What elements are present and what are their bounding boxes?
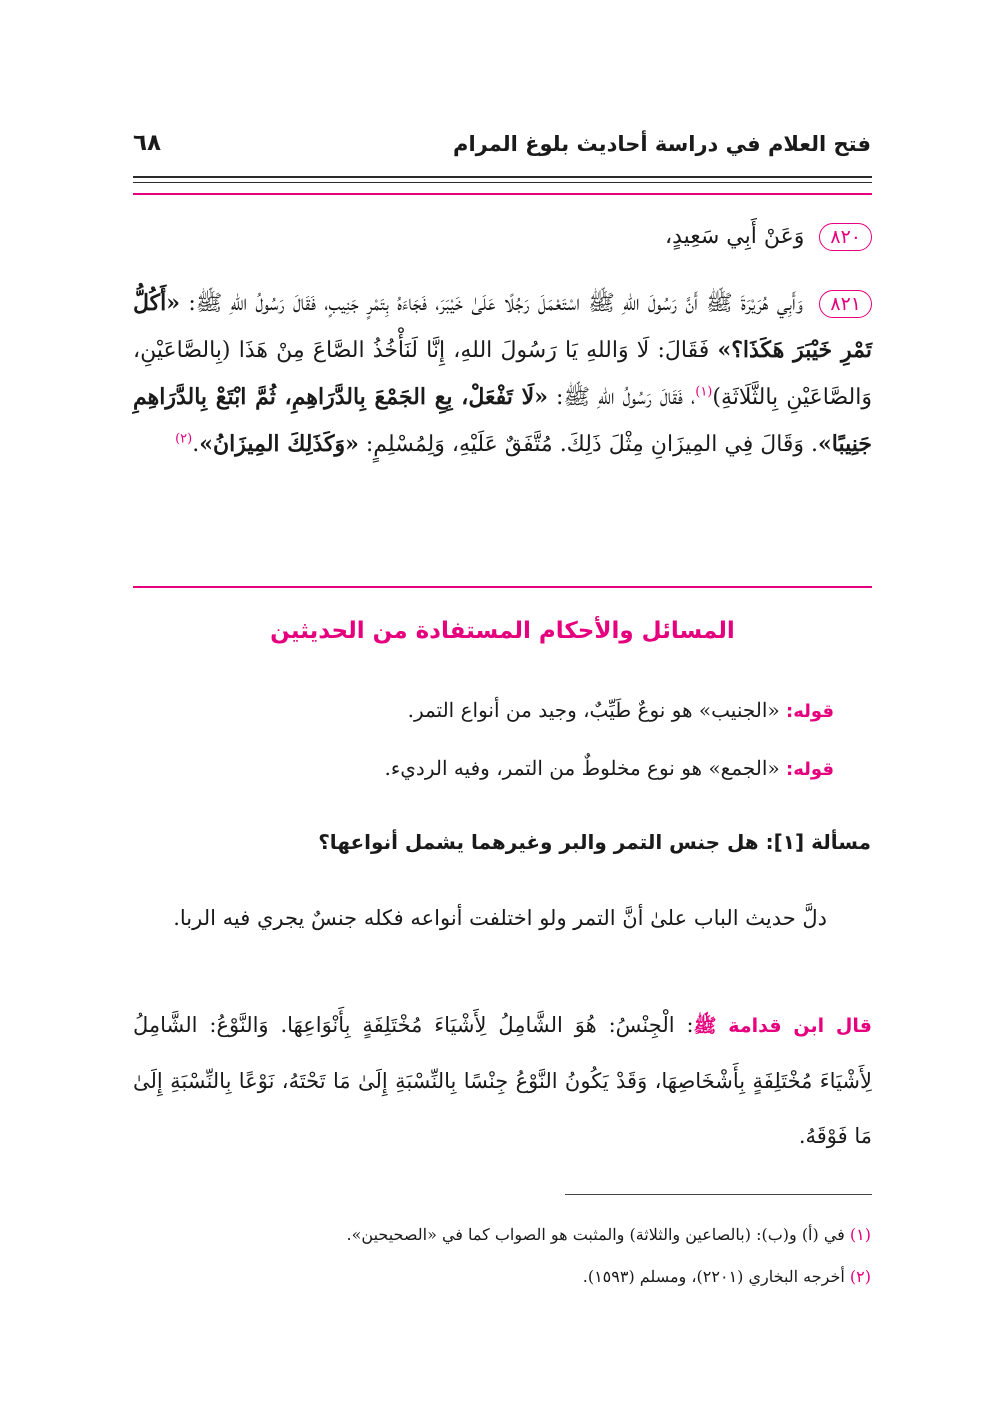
hadith-bottom-rule (133, 586, 872, 588)
footnote-1 (347, 1225, 871, 1244)
hadith-820 (133, 213, 872, 260)
section-title: المسائل والأحكام المستفادة من الحديثين (270, 618, 735, 644)
footnote-number: (٢) (849, 1267, 871, 1286)
hadith-number-badge: ٨٢٠ (819, 223, 872, 251)
hadith-text: وَعَنْ أَبِي سَعِيدٍ، (664, 224, 805, 249)
scholar-name: قال ابن قدامة ﷺ (693, 1015, 872, 1037)
qawl-text: «الجمع» هو نوع مخلوطٌ من التمر، وفيه الرديء. (384, 756, 780, 780)
hadith-821 (133, 280, 872, 468)
footnote-ref-2[interactable]: (٢) (175, 431, 193, 447)
footnote-ref-1[interactable]: (١) (695, 384, 713, 400)
prophet-quote: «لَا تَفْعَلْ، بِعِ الجَمْعَ بِالدَّرَاهِمِ، ثُمَّ ابْتَعْ بِالدَّرَاهِمِ جَنِيبًا» (133, 384, 872, 457)
footnote-2 (583, 1267, 871, 1286)
hadith-top-rule (133, 193, 872, 195)
qawl-definition-jam (385, 756, 835, 780)
qawl-label: قوله: (786, 759, 834, 780)
paragraph-1: دلَّ حديث الباب علىٰ أنَّ التمر ولو اختلفت أنواعه فكله جنسٌ يجري فيه الربا. (173, 906, 827, 930)
running-header (133, 128, 871, 168)
masala-heading: مسألة [١]: هل جنس التمر والبر وغيرهما يشمل أنواعها؟ (318, 830, 871, 854)
hadith-text-part1: وَأَبِي هُرَيْرَةَ ﷺ أَنَّ رَسُولَ اللهِ ﷺ اسْتَعْمَلَ رَجُلًا عَلَىٰ خَيْبَرَ، فَجَاءَهُ بِتَمْرٍ جَنِيبٍ، فَقَالَ رَسُولُ اللهِ ﷺ: (188, 291, 804, 316)
footnote-text: أخرجه البخاري (٢٢٠١)، ومسلم (١٥٩٣). (582, 1267, 845, 1286)
qawl-text: «الجنيب» هو نوعٌ طَيِّبٌ، وجيد من أنواع التمر. (407, 698, 780, 722)
hadith-text-part4: . وَقَالَ فِي المِيزَانِ مِثْلَ ذَلِكَ. مُتَّفَقٌ عَلَيْهِ، وَلِمُسْلِمٍ: (365, 432, 819, 457)
book-title: فتح العلام في دراسة أحاديث بلوغ المرام (453, 132, 871, 156)
footnote-text: في (أ) و(ب): (بالصاعين والثلاثة) والمثبت هو الصواب كما في «الصحيحين». (346, 1225, 845, 1244)
footnote-separator (565, 1194, 872, 1195)
quote-text: : الْجِنْسُ: هُوَ الشَّامِلُ لِأَشْيَاءَ مُخْتَلِفَةٍ بِأَنْوَاعِهَا. وَالنَّوْعُ: الشَّامِلُ لِأَشْيَاءَ مُخْتَلِفَةٍ بِأَشْخَاصِهَا، وَقَدْ يَكُونُ النَّوْعُ جِنْسًا بِالنِّسْبَةِ إِلَىٰ مَا تَحْتَهُ، نَوْعًا بِالنِّسْبَةِ إِلَىٰ مَا فَوْقَهُ. (133, 1013, 872, 1148)
hadith-number-badge: ٨٢١ (819, 290, 872, 318)
page-number: ٦٨ (133, 130, 162, 156)
hadith-text-part3: ، فَقَالَ رَسُولُ اللهِ ﷺ: (556, 385, 696, 410)
qawl-label: قوله: (786, 701, 834, 722)
footnote-number: (١) (849, 1225, 871, 1244)
header-rule-thick (133, 176, 872, 178)
prophet-quote: «أَكُلُّ تَمْرِ خَيْبَرَ هَكَذَا؟» (133, 290, 872, 363)
paragraph-ibn-qudama (133, 998, 872, 1164)
hadith-text-part5: . (192, 432, 200, 457)
muslim-quote: «وَكَذَلِكَ المِيزَانُ» (199, 431, 359, 457)
hadith-text-part2: فَقَالَ: لَا وَاللهِ يَا رَسُولَ اللهِ، إِنَّا لَنَأْخُذُ الصَّاعَ مِنْ هَذَا (بِالصَّاعَيْنِ، وَالصَّاعَيْنِ بِالثَّلَاثَةِ) (133, 338, 872, 410)
header-rule-thin (133, 182, 872, 183)
qawl-definition-janib (408, 698, 834, 722)
